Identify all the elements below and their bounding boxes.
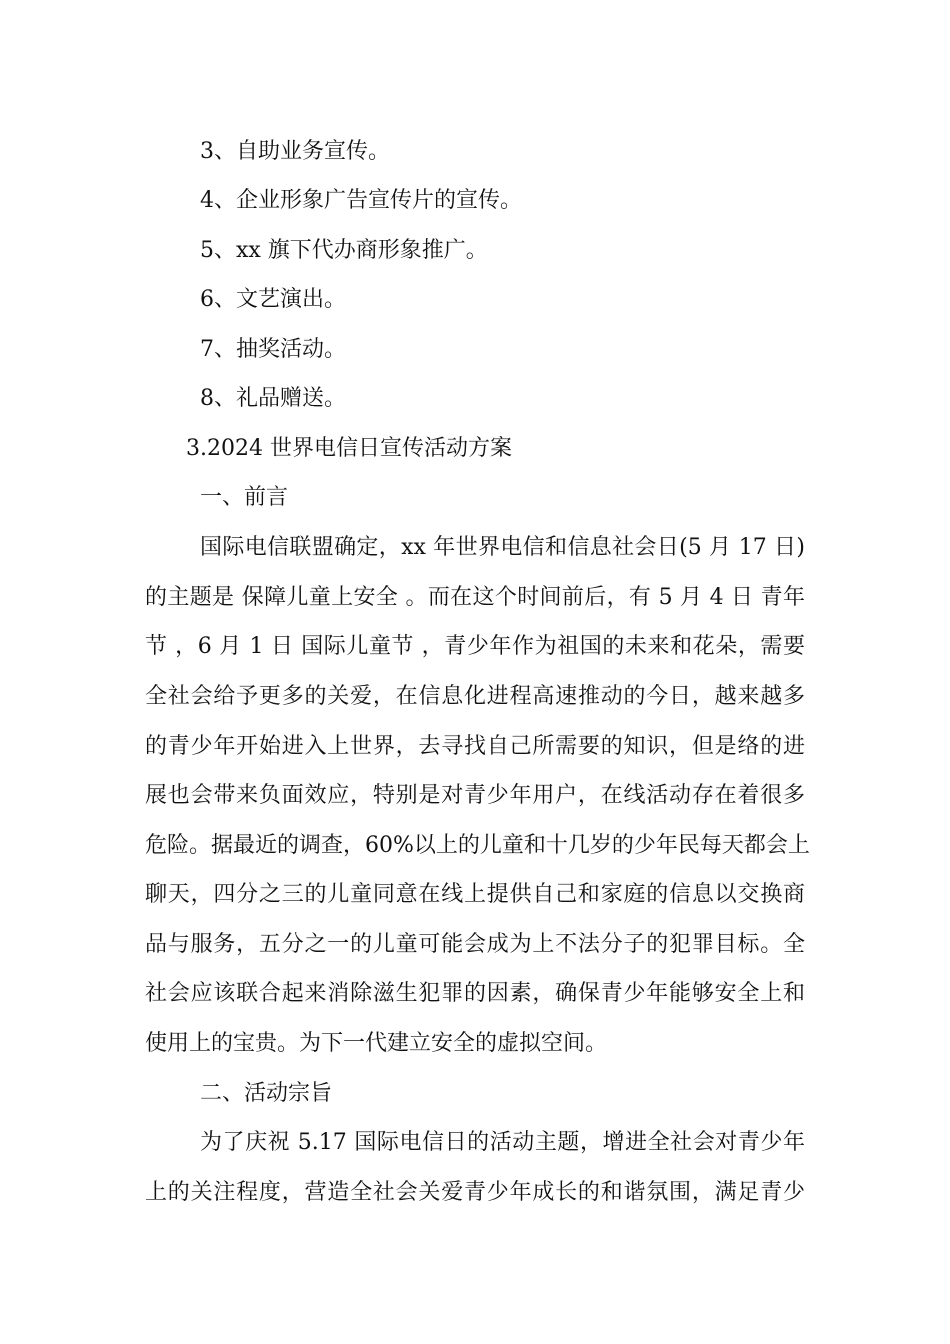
preface-line: 的主题是 保障儿童上安全 。而在这个时间前后，有 5 月 4 日 青年	[145, 585, 805, 610]
list-item: 5、xx 旗下代办商形象推广。	[200, 238, 488, 263]
list-item: 8、礼品赠送。	[200, 386, 346, 411]
purpose-line: 上的关注程度，营造全社会关爱青少年成长的和谐氛围，满足青少	[145, 1180, 805, 1205]
list-item: 4、企业形象广告宣传片的宣传。	[200, 188, 522, 213]
preface-heading: 一、前言	[200, 485, 289, 510]
preface-line: 展也会带来负面效应，特别是对青少年用户，在线活动存在着很多	[145, 783, 805, 808]
preface-line: 全社会给予更多的关爱，在信息化进程高速推动的今日，越来越多	[145, 684, 805, 709]
preface-line: 危险。据最近的调查，60%以上的儿童和十几岁的少年民每天都会上	[145, 833, 810, 858]
preface-line: 节 ，6 月 1 日 国际儿童节 ，青少年作为祖国的未来和花朵，需要	[145, 634, 805, 659]
list-item: 3、自助业务宣传。	[200, 139, 390, 164]
list-item: 6、文艺演出。	[200, 287, 346, 312]
purpose-line: 为了庆祝 5.17 国际电信日的活动主题，增进全社会对青少年	[200, 1130, 805, 1155]
preface-line: 品与服务，五分之一的儿童可能会成为上不法分子的犯罪目标。全	[145, 932, 805, 957]
section-title: 3.2024 世界电信日宣传活动方案	[186, 436, 512, 461]
purpose-heading: 二、活动宗旨	[200, 1081, 333, 1106]
preface-line: 的青少年开始进入上世界，去寻找自己所需要的知识，但是络的进	[145, 734, 805, 759]
preface-line: 使用上的宝贵。为下一代建立安全的虚拟空间。	[145, 1031, 608, 1056]
list-item: 7、抽奖活动。	[200, 337, 346, 362]
preface-line: 社会应该联合起来消除滋生犯罪的因素，确保青少年能够安全上和	[145, 981, 805, 1006]
preface-line: 国际电信联盟确定，xx 年世界电信和信息社会日(5 月 17 日)	[200, 535, 805, 560]
preface-line: 聊天，四分之三的儿童同意在线上提供自己和家庭的信息以交换商	[145, 882, 805, 907]
